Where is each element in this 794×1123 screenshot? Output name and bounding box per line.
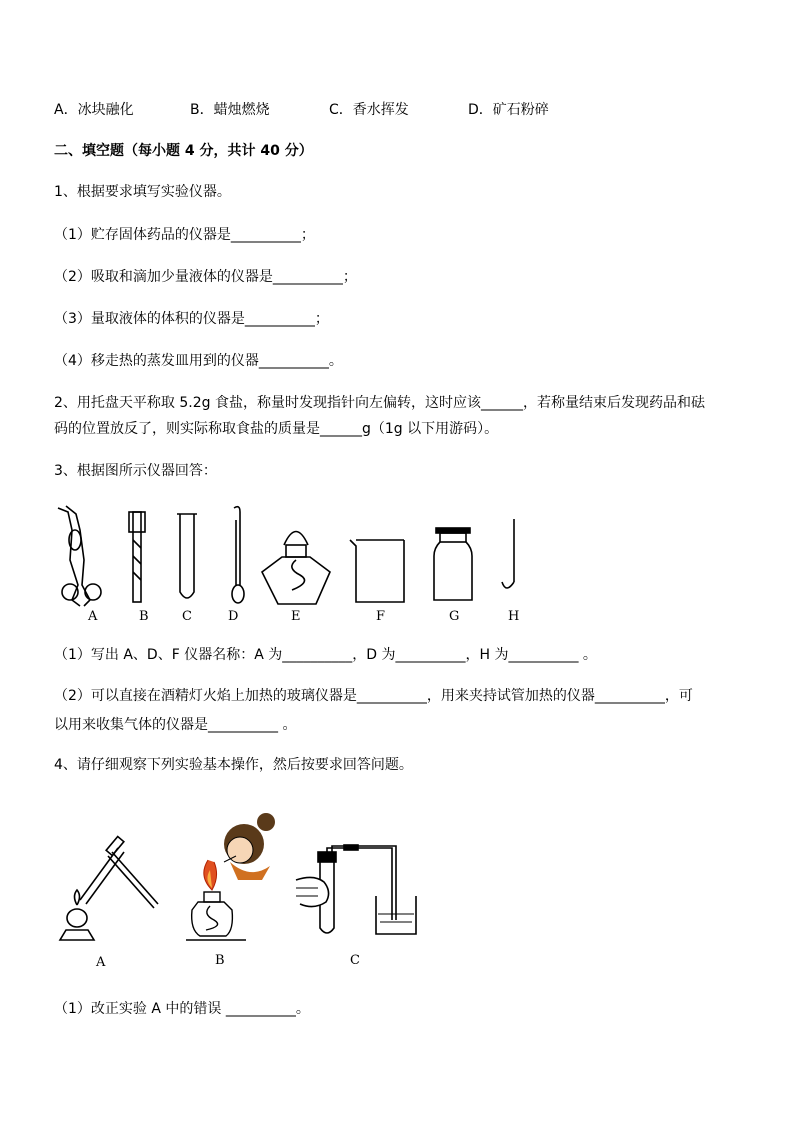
- figure-label-f: F: [376, 609, 386, 624]
- operation-label-b: B: [215, 953, 225, 968]
- crucible-tongs-icon: [58, 506, 101, 606]
- section-heading: 二、填空题（每小题 4 分，共计 40 分）: [54, 143, 313, 159]
- test-tube-holder-icon: [129, 512, 145, 602]
- choice-a: A．冰块融化: [54, 102, 134, 118]
- operation-label-a: A: [96, 955, 106, 970]
- figure-label-b: B: [139, 609, 149, 624]
- figure-label-c: C: [182, 609, 192, 624]
- figure-label-g: G: [449, 609, 460, 624]
- alcohol-lamp-icon: [262, 532, 330, 605]
- figure-label-d: D: [228, 609, 239, 624]
- q3-part2-line2: 以用来收集气体的仪器是__________ 。: [54, 717, 297, 733]
- q1-part3: （3）量取液体的体积的仪器是__________；: [54, 311, 329, 327]
- q3-part2-line1: （2）可以直接在酒精灯火焰上加热的玻璃仪器是__________，用来夹持试管加热的仪器__________，可: [54, 688, 693, 704]
- dropper-icon: [502, 519, 514, 588]
- test-tube-icon: [177, 514, 197, 598]
- choice-b: B．蜡烛燃烧: [190, 102, 270, 118]
- q1-part1: （1）贮存固体药品的仪器是__________；: [54, 227, 315, 243]
- airtightness-check-icon: [296, 845, 416, 934]
- figure-label-e: E: [291, 609, 301, 624]
- wide-mouth-bottle-icon: [434, 528, 472, 600]
- figure-label-a: A: [88, 609, 98, 624]
- beaker-icon: [350, 540, 404, 602]
- q4-stem: 4、请仔细观察下列实验基本操作，然后按要求回答问题。: [54, 757, 413, 773]
- choice-d: D．矿石粉碎: [468, 102, 549, 118]
- choice-c: C．香水挥发: [329, 102, 409, 118]
- q3-stem: 3、根据图所示仪器回答：: [54, 463, 217, 479]
- heating-test-tube-icon: [60, 837, 158, 940]
- figure-label-h: H: [508, 609, 520, 624]
- q2-line1: 2、用托盘天平称取 5.2g 食盐，称量时发现指针向左偏转，这时应该______，若称量结束后发现药品和砝: [54, 395, 705, 411]
- q1-part4: （4）移走热的蒸发皿用到的仪器__________。: [54, 353, 343, 369]
- q4-part1: （1）改正实验 A 中的错误 __________。: [54, 1001, 310, 1017]
- blowing-out-lamp-icon: [186, 813, 275, 940]
- q1-part2: （2）吸取和滴加少量液体的仪器是__________；: [54, 269, 357, 285]
- operation-label-c: C: [350, 953, 360, 968]
- q3-part1: （1）写出 A、D、F 仪器名称：A 为__________，D 为__________，H 为__________ 。: [54, 647, 597, 663]
- q1-stem: 1、根据要求填写实验仪器。: [54, 184, 231, 200]
- combustion-spoon-icon: [232, 507, 244, 603]
- q2-line2: 码的位置放反了，则实际称取食盐的质量是______g（1g 以下用游码）。: [54, 421, 499, 437]
